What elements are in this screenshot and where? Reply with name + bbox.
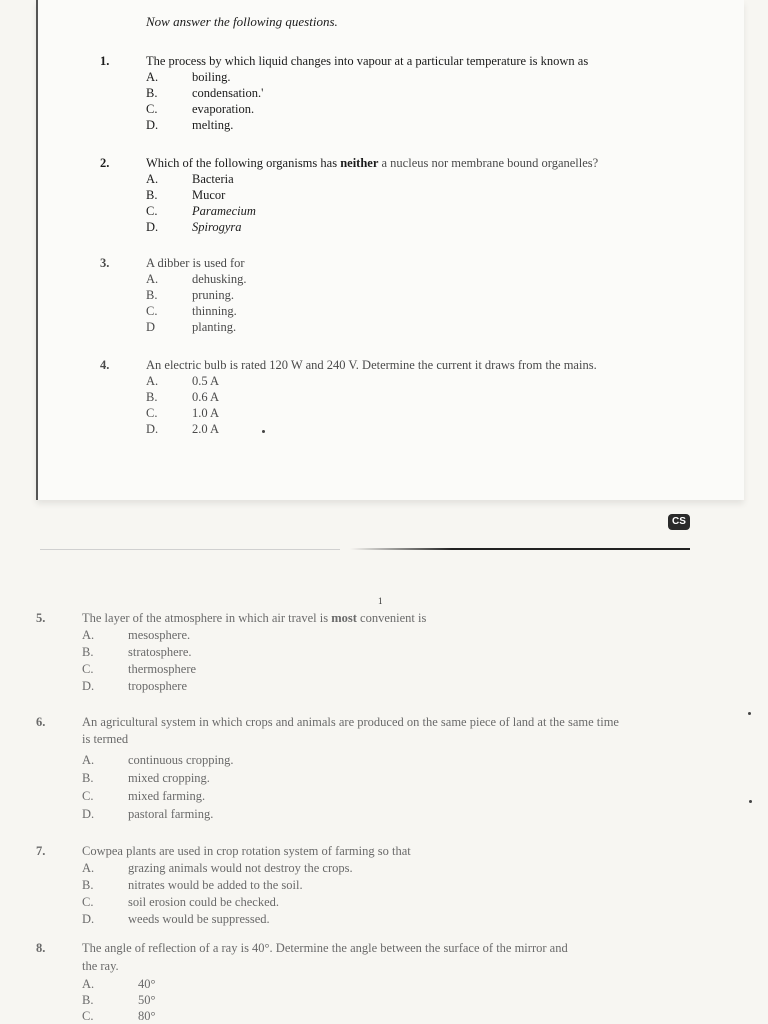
option-text: melting. — [192, 118, 234, 132]
option-text: evaporation. — [192, 102, 255, 116]
question-number: 2. — [100, 156, 110, 170]
question-stem-line-2: the ray. — [82, 959, 119, 973]
option-text: condensation.' — [192, 86, 264, 100]
option-letter: A. — [146, 374, 159, 388]
stem-emphasis: most — [331, 611, 357, 625]
question-4 — [100, 357, 670, 441]
option-letter: B. — [82, 771, 94, 785]
option-text: mixed cropping. — [128, 771, 210, 785]
option-text: Bacteria — [192, 172, 234, 186]
question-stem: An agricultural system in which crops and animals are produced on the same piece of land at the same time — [82, 715, 619, 729]
question-5 — [36, 610, 656, 696]
option-letter: D. — [146, 220, 159, 234]
question-3 — [100, 255, 660, 339]
option-text: 0.6 A — [192, 390, 220, 404]
stem-part: convenient is — [356, 611, 427, 625]
question-stem — [146, 155, 598, 171]
question-1 — [100, 53, 660, 137]
option-text: continuous cropping. — [128, 753, 234, 767]
option-letter: A. — [146, 70, 159, 84]
option-letter: D. — [82, 807, 95, 821]
option-letter: C. — [82, 1009, 94, 1023]
question-number: 4. — [100, 358, 110, 372]
stem-emphasis: neither — [340, 156, 379, 170]
option-text: pastoral farming. — [128, 807, 214, 821]
option-text: 2.0 A — [192, 422, 220, 436]
question-2 — [100, 155, 670, 239]
option-text: grazing animals would not destroy the crops. — [128, 861, 353, 875]
option-text: weeds would be suppressed. — [128, 912, 270, 926]
option-letter: B. — [82, 878, 94, 892]
option-letter: D — [146, 320, 156, 334]
option-letter: B. — [82, 993, 94, 1007]
option-text: thinning. — [192, 304, 237, 318]
question-stem: The process by which liquid changes into vapour at a particular temperature is known as — [146, 54, 589, 68]
speck-mark — [748, 712, 751, 715]
stem-part: The layer of the atmosphere in which air travel is — [82, 611, 332, 625]
option-letter: B. — [146, 86, 158, 100]
option-letter: A. — [146, 272, 159, 286]
option-text: nitrates would be added to the soil. — [128, 878, 303, 892]
option-letter: B. — [82, 645, 94, 659]
option-letter: D. — [82, 912, 95, 926]
question-number: 6. — [36, 715, 46, 729]
option-text: planting. — [192, 320, 237, 334]
option-text: soil erosion could be checked. — [128, 895, 279, 909]
option-letter: D. — [146, 422, 159, 436]
stem-part: a nucleus nor membrane bound organelles? — [378, 156, 599, 170]
speck-mark — [749, 800, 752, 803]
option-letter: C. — [82, 662, 94, 676]
option-letter: A. — [82, 753, 95, 767]
stem-part: Which of the following organisms has — [146, 156, 341, 170]
option-text: Mucor — [192, 188, 226, 202]
option-letter: C. — [146, 406, 158, 420]
option-letter: B. — [146, 390, 158, 404]
camscanner-badge: CS — [668, 514, 690, 530]
question-stem — [82, 610, 426, 626]
option-text: stratosphere. — [128, 645, 192, 659]
option-letter: C. — [146, 102, 158, 116]
question-stem: An electric bulb is rated 120 W and 240 V. Determine the current it draws from the mains. — [146, 358, 597, 372]
question-stem: A dibber is used for — [146, 256, 245, 270]
question-number: 5. — [36, 611, 46, 625]
option-text: 50° — [138, 993, 156, 1007]
option-text: mixed farming. — [128, 789, 206, 803]
option-text: boiling. — [192, 70, 231, 84]
option-text: mesosphere. — [128, 628, 191, 642]
instruction-text: Now answer the following questions. — [146, 14, 338, 29]
question-number: 3. — [100, 256, 110, 270]
option-text: 0.5 A — [192, 374, 220, 388]
question-6 — [36, 714, 696, 826]
option-letter: C. — [82, 789, 94, 803]
option-letter: D. — [146, 118, 159, 132]
question-stem: The angle of reflection of a ray is 40°. Determine the angle between the surface of the mirror and — [82, 941, 568, 955]
page-divider-light — [40, 549, 340, 550]
question-stem-line-2: is termed — [82, 732, 129, 746]
option-letter: D. — [82, 679, 95, 693]
question-number: 7. — [36, 844, 46, 858]
option-text: 40° — [138, 977, 156, 991]
page-divider — [350, 548, 690, 550]
option-letter: A. — [82, 861, 95, 875]
option-text: Spirogyra — [192, 220, 242, 234]
option-text: dehusking. — [192, 272, 247, 286]
question-8 — [36, 940, 676, 1024]
option-text: pruning. — [192, 288, 235, 302]
question-number: 8. — [36, 941, 46, 955]
option-text: thermosphere — [128, 662, 197, 676]
question-7 — [36, 843, 656, 929]
option-letter: A. — [82, 977, 95, 991]
option-letter: B. — [146, 288, 158, 302]
option-letter: C. — [146, 304, 158, 318]
option-letter: C. — [146, 204, 158, 218]
option-letter: C. — [82, 895, 94, 909]
option-text: 80° — [138, 1009, 156, 1023]
question-number: 1. — [100, 54, 110, 68]
option-letter: A. — [82, 628, 95, 642]
speck-mark — [262, 430, 265, 433]
option-text: troposphere — [128, 679, 188, 693]
option-text: Paramecium — [192, 204, 256, 218]
option-text: 1.0 A — [192, 406, 220, 420]
option-letter: B. — [146, 188, 158, 202]
question-stem: Cowpea plants are used in crop rotation system of farming so that — [82, 844, 411, 858]
option-letter: A. — [146, 172, 159, 186]
page-number-mark: 1 — [378, 596, 383, 606]
